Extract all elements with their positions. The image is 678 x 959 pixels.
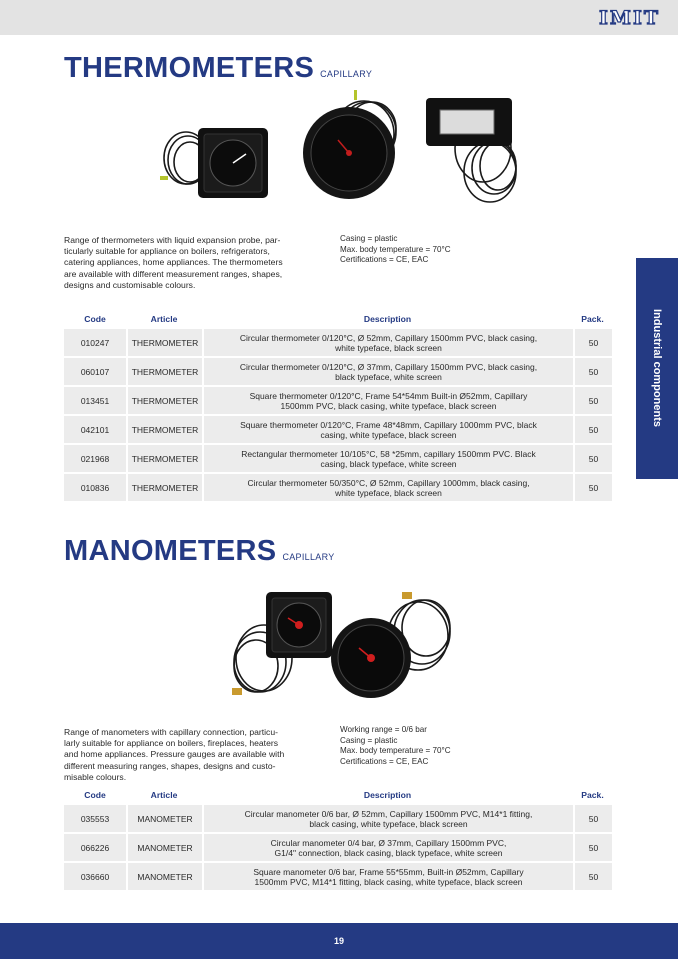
cell-description bbox=[202, 356, 573, 385]
cell-article: THERMOMETER bbox=[126, 327, 202, 356]
side-tab bbox=[636, 258, 678, 479]
spec-line: Certifications = CE, EAC bbox=[340, 756, 429, 766]
cell-description bbox=[202, 472, 573, 501]
manometers-heading: MANOMETERS bbox=[64, 535, 277, 567]
header-code: Code bbox=[84, 313, 106, 324]
table-header-row bbox=[64, 310, 612, 327]
description-line: white typeface, black screen bbox=[335, 487, 442, 498]
manometers-intro bbox=[64, 727, 328, 783]
footer-bar bbox=[0, 923, 678, 959]
description-line: Circular manometer 0/6 bar, Ø 52mm, Capillary 1500mm PVC, M14*1 fitting, bbox=[244, 808, 533, 819]
table-row bbox=[64, 861, 612, 890]
cell-code: 010836 bbox=[64, 472, 126, 501]
spec-line: Working range = 0/6 bar bbox=[340, 725, 427, 734]
cell-description bbox=[202, 443, 573, 472]
intro-line: catering appliances, home appliances. The thermometers bbox=[64, 257, 283, 268]
cell-pack: 50 bbox=[573, 832, 612, 861]
table-row bbox=[64, 356, 612, 385]
manometers-specs bbox=[340, 725, 500, 767]
manometers-table bbox=[64, 786, 612, 890]
intro-line: Range of manometers with capillary connection, particu- bbox=[64, 727, 278, 737]
cell-code: 036660 bbox=[64, 861, 126, 890]
cell-description bbox=[202, 414, 573, 443]
manometers-title bbox=[64, 535, 335, 568]
description-line: Rectangular thermometer 10/105°C, 58 *25mm, capillary 1500mm PVC. Black bbox=[241, 448, 536, 459]
cell-description bbox=[202, 327, 573, 356]
thermometers-specs bbox=[340, 234, 500, 266]
top-bar bbox=[0, 0, 678, 35]
header-article: Article bbox=[150, 313, 178, 324]
cell-pack: 50 bbox=[573, 385, 612, 414]
intro-line: designs and customisable colours. bbox=[64, 279, 196, 290]
cell-article: THERMOMETER bbox=[126, 472, 202, 501]
table-row bbox=[64, 443, 612, 472]
description-line: Circular thermometer 0/120°C, Ø 52mm, Capillary 1500mm PVC, black casing, bbox=[239, 332, 538, 343]
header-code: Code bbox=[84, 789, 106, 800]
description-line: Square thermometer 0/120°C, Frame 48*48mm, Capillary 1000mm PVC, black bbox=[240, 419, 537, 430]
table-row bbox=[64, 414, 612, 443]
spec-line: Certifications = CE, EAC bbox=[340, 255, 429, 265]
cell-code: 042101 bbox=[64, 414, 126, 443]
table-row bbox=[64, 832, 612, 861]
cell-pack: 50 bbox=[573, 803, 612, 832]
intro-line: different measuring ranges, shapes, designs and custo- bbox=[64, 760, 276, 771]
intro-line: misable colours. bbox=[64, 771, 127, 782]
description-line: Square thermometer 0/120°C, Frame 54*54mm Built-in Ø52mm, Capillary bbox=[249, 390, 528, 401]
table-header-row bbox=[64, 786, 612, 803]
cell-article: THERMOMETER bbox=[126, 356, 202, 385]
spec-line: Max. body temperature = 70°C bbox=[340, 244, 451, 254]
cell-article: THERMOMETER bbox=[126, 443, 202, 472]
side-tab-label: Industrial components bbox=[651, 309, 663, 427]
cell-pack: 50 bbox=[573, 356, 612, 385]
cell-description bbox=[202, 861, 573, 890]
description-line: white typeface, black screen bbox=[335, 342, 442, 353]
thermometers-intro bbox=[64, 235, 328, 291]
cell-pack: 50 bbox=[573, 327, 612, 356]
manometers-product-image bbox=[226, 588, 460, 706]
intro-line: are available with different measurement ranges, shapes, bbox=[64, 268, 283, 279]
table-row bbox=[64, 327, 612, 356]
cell-code: 035553 bbox=[64, 803, 126, 832]
header-pack: Pack. bbox=[581, 313, 604, 324]
thermometers-subheading: CAPILLARY bbox=[320, 69, 373, 79]
description-line: Square manometer 0/6 bar, Frame 55*55mm, Built-in Ø52mm, Capillary bbox=[253, 866, 524, 877]
header-description: Description bbox=[363, 789, 412, 800]
cell-code: 060107 bbox=[64, 356, 126, 385]
description-line: Circular manometer 0/4 bar, Ø 37mm, Capillary 1500mm PVC, bbox=[270, 837, 507, 848]
page-number: 19 bbox=[333, 936, 344, 946]
cell-code: 010247 bbox=[64, 327, 126, 356]
cell-pack: 50 bbox=[573, 472, 612, 501]
description-line: 1500mm PVC, M14*1 fitting, black casing, white typeface, black screen bbox=[254, 876, 523, 887]
cell-description bbox=[202, 385, 573, 414]
thermometers-product-image bbox=[158, 88, 530, 216]
spec-line: Casing = plastic bbox=[340, 234, 398, 243]
header-description: Description bbox=[363, 313, 412, 324]
thermometers-title bbox=[64, 52, 372, 85]
header-pack: Pack. bbox=[581, 789, 604, 800]
spec-line: Casing = plastic bbox=[340, 735, 398, 745]
intro-line: and home appliances. Pressure gauges are available with bbox=[64, 749, 285, 760]
cell-article: MANOMETER bbox=[126, 803, 202, 832]
table-row bbox=[64, 803, 612, 832]
cell-description bbox=[202, 832, 573, 861]
thermometers-heading: THERMOMETERS bbox=[64, 52, 315, 84]
table-row bbox=[64, 472, 612, 501]
description-line: casing, black typeface, white screen bbox=[320, 458, 457, 469]
cell-article: THERMOMETER bbox=[126, 414, 202, 443]
cell-article: THERMOMETER bbox=[126, 385, 202, 414]
description-line: black typeface, white screen bbox=[335, 371, 442, 382]
cell-description bbox=[202, 803, 573, 832]
description-line: Circular thermometer 50/350°C, Ø 52mm, Capillary 1000mm, black casing, bbox=[247, 477, 530, 488]
intro-line: ticularly suitable for appliance on boilers, refrigerators, bbox=[64, 246, 270, 257]
cell-code: 021968 bbox=[64, 443, 126, 472]
thermometers-table bbox=[64, 310, 612, 501]
cell-pack: 50 bbox=[573, 443, 612, 472]
cell-code: 013451 bbox=[64, 385, 126, 414]
table-row bbox=[64, 385, 612, 414]
imit-logo: IMIT bbox=[599, 7, 660, 29]
intro-line: Range of thermometers with liquid expansion probe, par- bbox=[64, 235, 281, 245]
cell-pack: 50 bbox=[573, 861, 612, 890]
description-line: casing, white typeface, black screen bbox=[320, 429, 457, 440]
cell-article: MANOMETER bbox=[126, 861, 202, 890]
manometers-subheading: CAPILLARY bbox=[282, 552, 335, 562]
cell-code: 066226 bbox=[64, 832, 126, 861]
intro-line: larly suitable for appliance on boilers, fireplaces, heaters bbox=[64, 738, 279, 749]
description-line: Circular thermometer 0/120°C, Ø 37mm, Capillary 1500mm PVC, black casing, bbox=[239, 361, 538, 372]
cell-pack: 50 bbox=[573, 414, 612, 443]
spec-line: Max. body temperature = 70°C bbox=[340, 746, 451, 756]
description-line: black casing, white typeface, black screen bbox=[309, 818, 468, 829]
description-line: 1500mm PVC, black casing, white typeface, black screen bbox=[280, 400, 497, 411]
cell-article: MANOMETER bbox=[126, 832, 202, 861]
description-line: G1/4" connection, black casing, black typeface, white screen bbox=[274, 847, 503, 858]
header-article: Article bbox=[150, 789, 178, 800]
